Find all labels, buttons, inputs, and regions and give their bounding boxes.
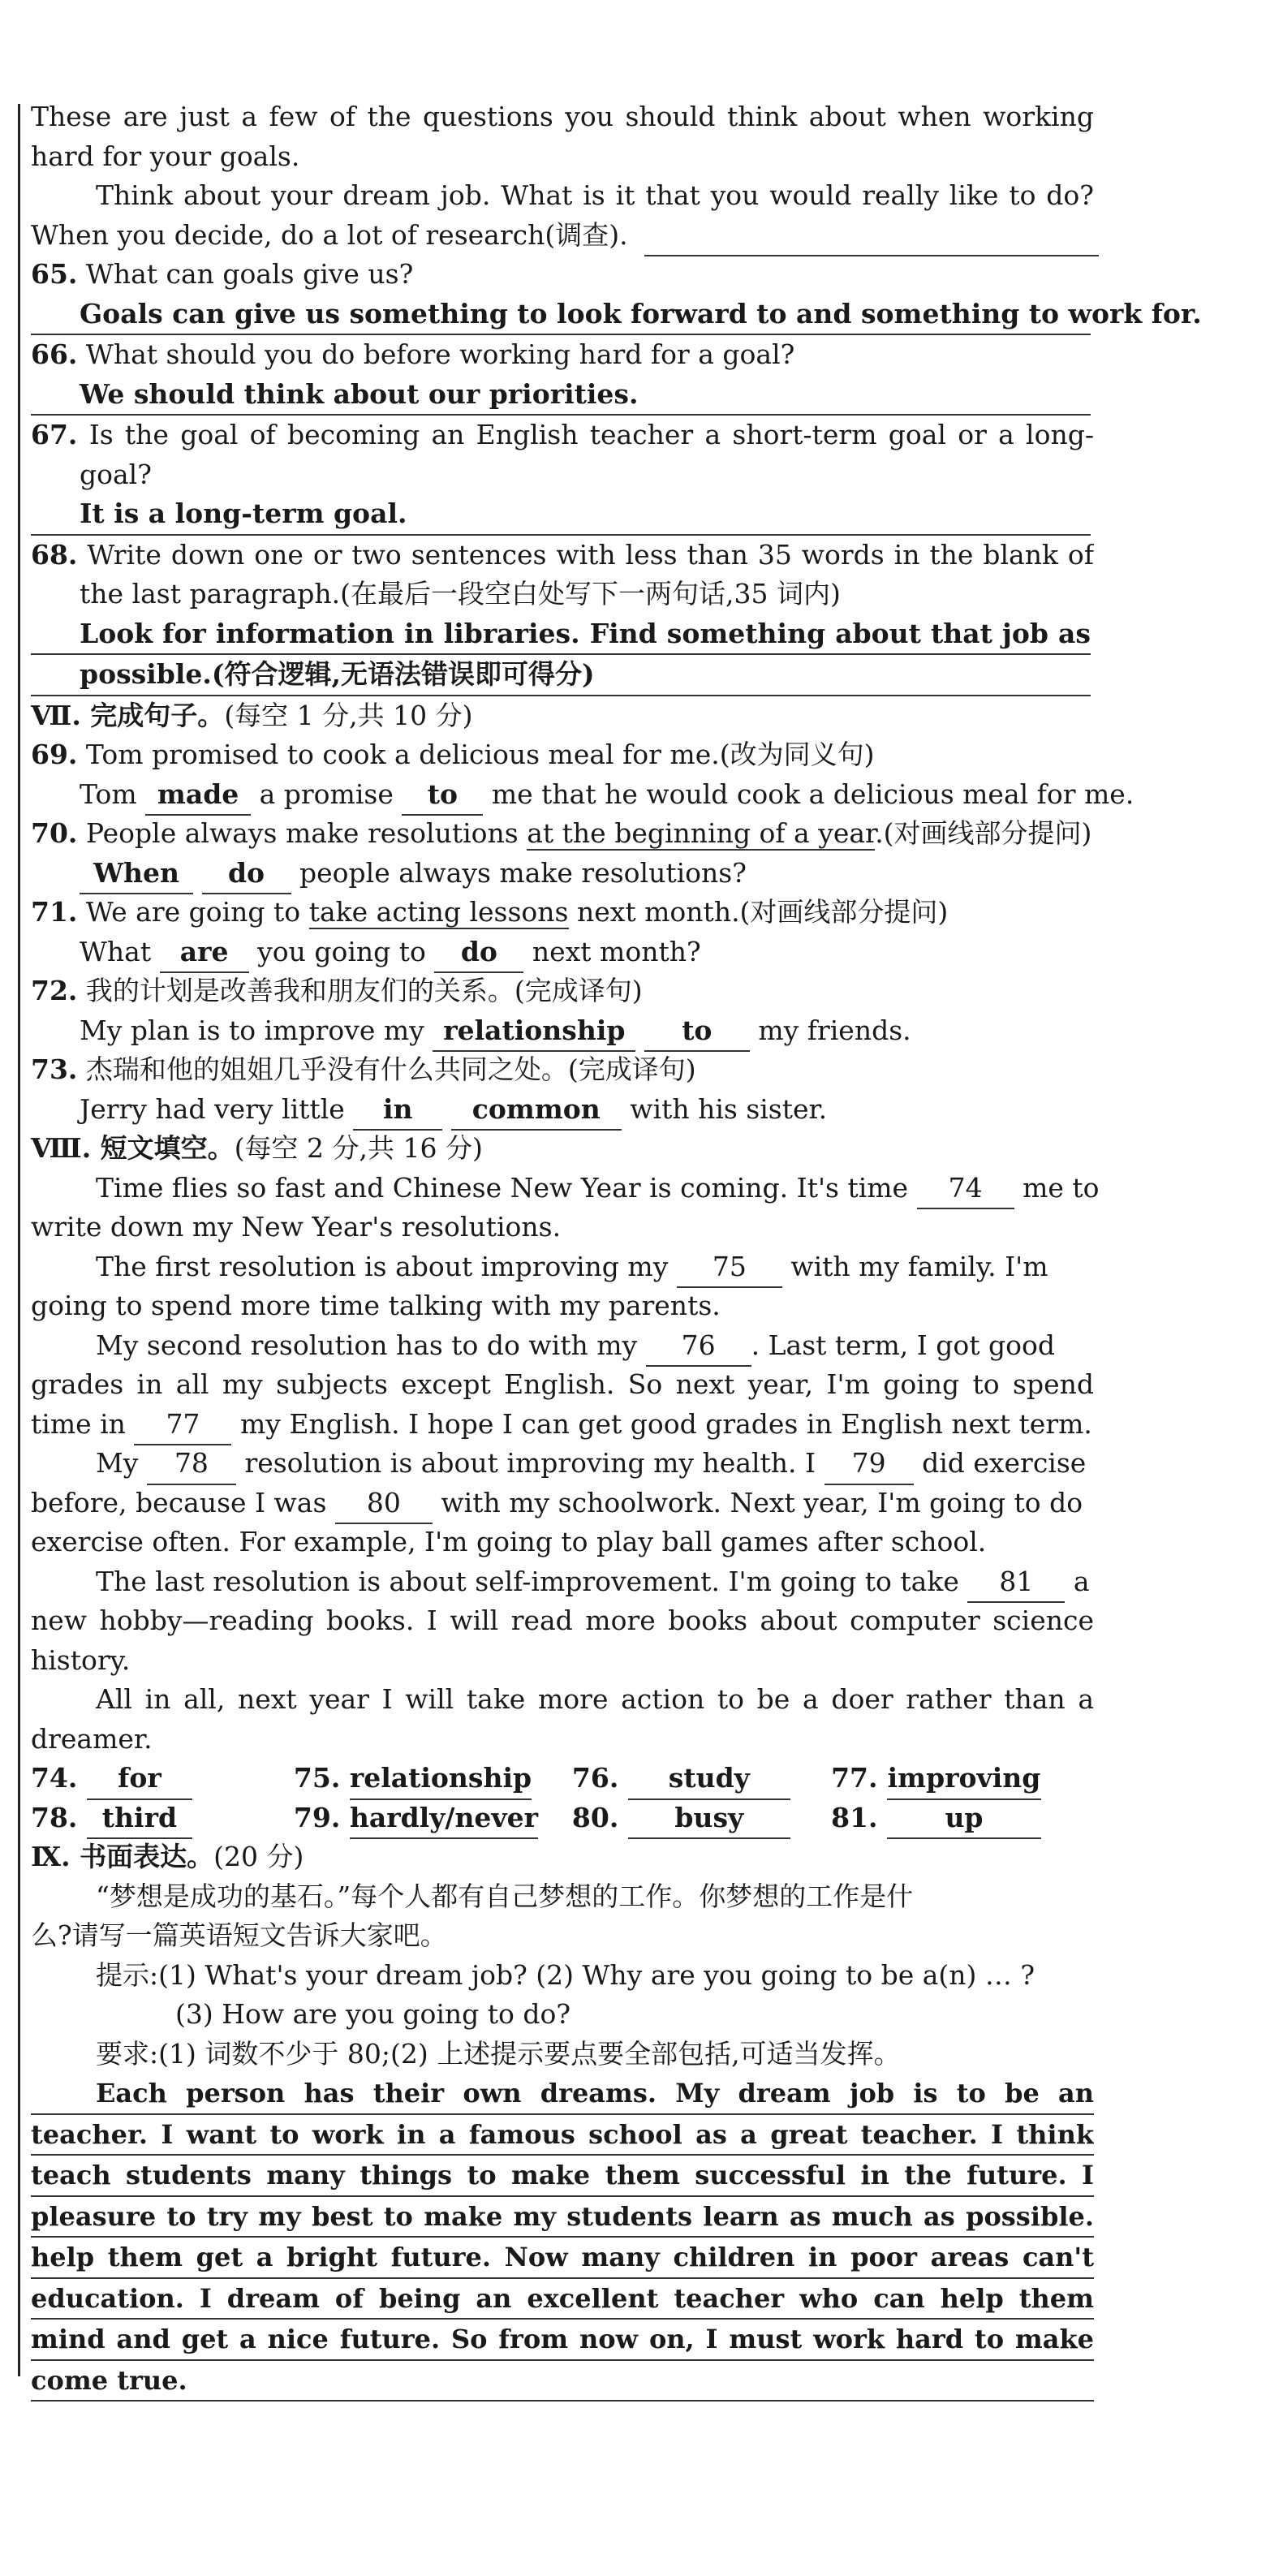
q69-blank-2: to xyxy=(402,775,483,816)
passage-line-6: grades in all my subjects except English. So next year, I'm going to spend xyxy=(31,1368,1094,1400)
blank-79: 79 xyxy=(824,1444,914,1485)
q71-what: What xyxy=(80,935,152,967)
blank-77: 77 xyxy=(134,1405,231,1446)
q65-answer: Goals can give us something to look forward to and something to work for. xyxy=(31,295,1091,336)
blank-80: 80 xyxy=(335,1484,433,1525)
q65-number: 65. xyxy=(31,258,78,290)
q72-blank-1: relationship xyxy=(433,1011,635,1053)
section-9-title: Ⅸ. 书面表达。 xyxy=(31,1841,214,1872)
intro-line-1: These are just a few of the questions you should think about when working xyxy=(31,101,1094,132)
answer-78 xyxy=(31,1798,294,1838)
worksheet-content xyxy=(31,97,1202,2402)
answers-row-2 xyxy=(31,1798,1094,1838)
essay-line-3: teach students many things to make them successful in the future. I xyxy=(31,2156,1094,2197)
answer-77-number: 77. xyxy=(831,1762,878,1794)
q71-rest: next month? xyxy=(532,935,701,967)
q69-post: me that he would cook a delicious meal for me. xyxy=(491,778,1134,810)
q73-answer-line xyxy=(31,1090,1094,1130)
q72-number: 72. xyxy=(31,975,78,1006)
question-68 xyxy=(31,536,1094,575)
answers-row-1 xyxy=(31,1759,1094,1798)
q71-answer-line xyxy=(31,933,1094,972)
answer-76-value: study xyxy=(628,1759,790,1800)
q73-number: 73. xyxy=(31,1053,78,1085)
section-8-score: (每空 2 分,共 16 分) xyxy=(234,1132,483,1164)
passage-line-4: going to spend more time talking with my parents. xyxy=(31,1290,721,1321)
blank-74: 74 xyxy=(917,1169,1014,1210)
answer-77-value: improving xyxy=(887,1759,1041,1800)
q68-number: 68. xyxy=(31,538,78,571)
answer-75 xyxy=(294,1759,572,1798)
margin-rule xyxy=(18,104,20,2376)
prompt-line-2: 么?请写一篇英语短文告诉大家吧。 xyxy=(31,1919,447,1951)
passage-text-5b: a xyxy=(1073,1565,1090,1597)
question-67 xyxy=(31,416,1094,455)
q70-underlined: at the beginning of a year xyxy=(527,817,876,849)
answer-80-value: busy xyxy=(628,1798,790,1840)
section-8-header xyxy=(31,1129,1094,1169)
q66-answer: We should think about our priorities. xyxy=(31,375,1091,416)
q68-answer-2: possible.(符合逻辑,无语法错误即可得分) xyxy=(31,655,1091,696)
passage-text-3e: my English. I hope I can get good grades in English next term. xyxy=(239,1407,1092,1440)
q71-post: next month.(对画线部分提问) xyxy=(577,896,949,928)
q70-rest: people always make resolutions? xyxy=(299,856,747,889)
blank-78: 78 xyxy=(147,1444,236,1485)
question-70 xyxy=(31,814,1094,854)
passage-line-15: dreamer. xyxy=(31,1722,153,1755)
passage-line-11 xyxy=(31,1562,1094,1602)
q73-blank-1: in xyxy=(353,1090,442,1131)
requirement-line: 要求:(1) 词数不少于 80;(2) 上述提示要点要全部包括,可适当发挥。 xyxy=(96,2037,901,2070)
q70-blank-2: do xyxy=(202,854,291,895)
passage-text-4d: before, because I was xyxy=(31,1486,327,1518)
answer-75-value: relationship xyxy=(350,1759,532,1800)
answer-78-value: third xyxy=(87,1798,192,1840)
answer-80 xyxy=(572,1798,831,1838)
q69-number: 69. xyxy=(31,739,78,770)
intro-line-4-text: When you decide, do a lot of research(调查). xyxy=(31,218,628,251)
q67-number: 67. xyxy=(31,419,78,450)
blank-75: 75 xyxy=(677,1247,782,1289)
answer-79-number: 79. xyxy=(293,1801,341,1833)
passage-line-13: history. xyxy=(31,1643,131,1676)
passage-text-3b: . Last term, I got good xyxy=(751,1329,1055,1361)
answer-74 xyxy=(31,1759,294,1798)
passage-text-4b: resolution is about improving my health. I xyxy=(244,1447,816,1479)
q72-cn: 我的计划是改善我和朋友们的关系。(完成译句) xyxy=(85,975,643,1006)
question-65 xyxy=(31,255,1094,295)
q68-text-1: Write down one or two sentences with less than 35 words in the blank of xyxy=(87,538,1094,571)
answer-74-value: for xyxy=(87,1759,192,1800)
answer-81-number: 81. xyxy=(831,1801,878,1833)
essay-answer xyxy=(31,2074,1094,2402)
essay-line-5: help them get a bright future. Now many children in poor areas can't xyxy=(31,2238,1094,2279)
answer-81-value: up xyxy=(887,1798,1041,1840)
question-72 xyxy=(31,971,1094,1011)
intro-line-4 xyxy=(31,216,1094,256)
q70-pre: People always make resolutions xyxy=(85,817,519,849)
section-7-score: (每空 1 分,共 10 分) xyxy=(224,699,473,731)
hint-line-2: (3) How are you going to do? xyxy=(175,1998,571,2030)
q70-post: .(对画线部分提问) xyxy=(875,817,1092,849)
q69-pre: Tom xyxy=(80,778,137,810)
question-66 xyxy=(31,335,1094,375)
passage-text-4a: My xyxy=(96,1447,139,1479)
answer-75-number: 75. xyxy=(293,1762,341,1794)
intro-line-2: hard for your goals. xyxy=(31,140,300,172)
q66-text: What should you do before working hard for a goal? xyxy=(85,338,795,370)
answer-79-value: hardly/never xyxy=(350,1798,538,1840)
essay-line-7: mind and get a nice future. So from now on, I must work hard to make xyxy=(31,2320,1094,2361)
passage-line-3 xyxy=(31,1247,1094,1287)
q73-blank-2: common xyxy=(451,1090,622,1131)
q70-blank-1: When xyxy=(80,854,193,895)
q68-answer-1: Look for information in libraries. Find something about that job as xyxy=(31,614,1091,656)
passage-line-7 xyxy=(31,1405,1094,1445)
passage-line-14: All in all, next year I will take more action to be a doer rather than a xyxy=(96,1683,1094,1715)
q71-number: 71. xyxy=(31,896,78,928)
answer-80-number: 80. xyxy=(571,1801,619,1833)
essay-line-2: teacher. I want to work in a famous school as a great teacher. I think xyxy=(31,2115,1094,2156)
q67-answer: It is a long-term goal. xyxy=(31,494,1091,536)
passage-text-2a: The first resolution is about improving my xyxy=(96,1250,669,1282)
research-blank xyxy=(644,216,1099,257)
q67-text-1: Is the goal of becoming an English teacher a short-term goal or a long- xyxy=(88,419,1094,450)
passage-text-4c: did exercise xyxy=(922,1447,1087,1479)
q73-pre: Jerry had very little xyxy=(80,1092,345,1125)
answer-77 xyxy=(831,1759,1094,1798)
answer-76-number: 76. xyxy=(571,1762,619,1794)
answer-79 xyxy=(294,1798,572,1838)
passage-text-2b: with my family. I'm xyxy=(790,1250,1048,1282)
passage-line-2: write down my New Year's resolutions. xyxy=(31,1211,562,1243)
essay-line-8: come true. xyxy=(31,2361,1094,2402)
blank-81: 81 xyxy=(967,1562,1065,1604)
question-73 xyxy=(31,1050,1094,1090)
section-7-header xyxy=(31,696,1094,736)
answer-81 xyxy=(831,1798,1094,1838)
passage-text-5a: The last resolution is about self-improvement. I'm going to take xyxy=(96,1565,959,1597)
question-71 xyxy=(31,893,1094,933)
q71-blank-2: do xyxy=(434,933,523,974)
passage-line-12: new hobby—reading books. I will read more books about computer science xyxy=(31,1605,1094,1636)
q72-answer-line xyxy=(31,1011,1094,1051)
passage-line-9 xyxy=(31,1484,1094,1523)
q72-pre: My plan is to improve my xyxy=(80,1014,424,1046)
answer-76 xyxy=(572,1759,831,1798)
q71-blank-1: are xyxy=(160,933,249,974)
passage-text-3a: My second resolution has to do with my xyxy=(96,1329,638,1361)
q69-answer-line xyxy=(31,775,1134,815)
q71-mid: you going to xyxy=(257,935,426,967)
question-69 xyxy=(31,735,1094,775)
q67-text-2: goal? xyxy=(80,458,152,490)
q68-text-2: the last paragraph.(在最后一段空白处写下一两句话,35 词内) xyxy=(80,578,841,610)
essay-line-4: pleasure to try my best to make my students learn as much as possible. xyxy=(31,2197,1094,2238)
blank-76: 76 xyxy=(646,1326,751,1368)
q65-text: What can goals give us? xyxy=(85,258,414,290)
q71-underlined: take acting lessons xyxy=(308,896,569,928)
q70-number: 70. xyxy=(31,817,78,849)
passage-line-8 xyxy=(31,1444,1094,1484)
q71-pre: We are going to xyxy=(85,896,301,928)
section-9-score: (20 分) xyxy=(213,1841,304,1872)
essay-line-1: Each person has their own dreams. My dream job is to be an xyxy=(31,2074,1094,2115)
passage-line-10: exercise often. For example, I'm going to play ball games after school. xyxy=(31,1526,987,1557)
passage-line-5 xyxy=(31,1326,1094,1366)
q70-answer-line xyxy=(31,854,1094,894)
q73-cn: 杰瑞和他的姐姐几乎没有什么共同之处。(完成译句) xyxy=(85,1053,696,1085)
section-8-title: Ⅷ. 短文填空。 xyxy=(31,1132,235,1164)
q69-blank-1: made xyxy=(145,775,251,816)
passage-text-4e: with my schoolwork. Next year, I'm going to do xyxy=(441,1486,1083,1518)
q69-mid: a promise xyxy=(259,778,394,810)
q69-text: Tom promised to cook a delicious meal for me.(改为同义句) xyxy=(85,739,875,770)
q72-blank-2: to xyxy=(644,1011,750,1053)
prompt-line-1: “梦想是成功的基石。”每个人都有自己梦想的工作。你梦想的工作是什 xyxy=(96,1880,914,1912)
q72-rest: my friends. xyxy=(758,1014,911,1046)
q73-rest: with his sister. xyxy=(630,1092,828,1125)
essay-line-6: education. I dream of being an excellent teacher who can help them xyxy=(31,2279,1094,2320)
passage-line-1 xyxy=(31,1169,1100,1208)
passage-text-1b: me to xyxy=(1023,1171,1100,1204)
passage-text-1a: Time flies so fast and Chinese New Year is coming. It's time xyxy=(96,1171,909,1204)
passage-text-3d: time in xyxy=(31,1407,126,1440)
q66-number: 66. xyxy=(31,338,78,370)
answer-74-number: 74. xyxy=(31,1762,78,1794)
section-7-title: Ⅶ. 完成句子。 xyxy=(31,699,225,731)
hint-line-1: 提示:(1) What's your dream job? (2) Why are you going to be a(n) … ? xyxy=(96,1958,1035,1991)
section-9-header xyxy=(31,1837,1094,1877)
answer-78-number: 78. xyxy=(31,1801,78,1833)
intro-line-3: Think about your dream job. What is it that you would really like to do? xyxy=(96,179,1094,211)
